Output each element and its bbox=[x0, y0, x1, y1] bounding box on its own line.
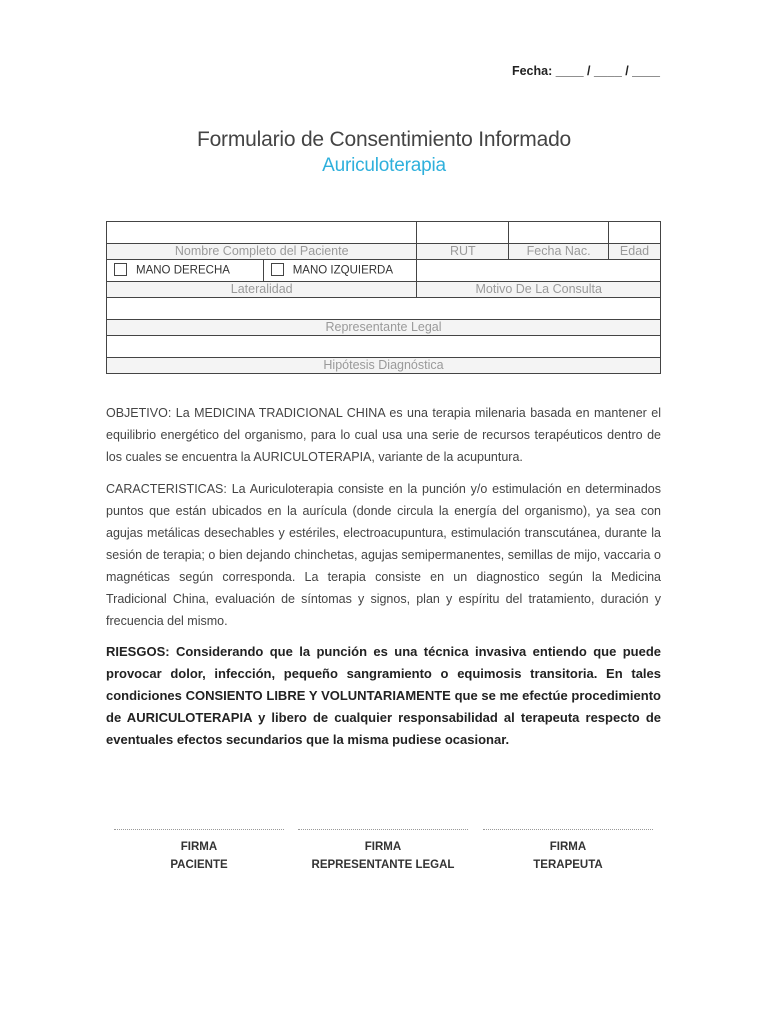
right-hand-option[interactable] bbox=[107, 260, 264, 282]
form-subtitle: Auriculoterapia bbox=[322, 155, 446, 176]
date-field[interactable]: Fecha: ____ / ____ / ____ bbox=[511, 64, 660, 78]
signature-line[interactable] bbox=[114, 829, 284, 830]
patient-name-label: Nombre Completo del Paciente bbox=[107, 244, 417, 260]
age-label: Edad bbox=[609, 244, 661, 260]
diagnosis-input[interactable] bbox=[107, 336, 661, 358]
signature-title: FIRMA bbox=[549, 841, 587, 853]
left-hand-option[interactable] bbox=[263, 260, 417, 282]
birth-date-label: Fecha Nac. bbox=[509, 244, 609, 260]
signature-patient[interactable] bbox=[114, 829, 284, 874]
age-input[interactable] bbox=[609, 222, 661, 244]
risks-paragraph: RIESGOS: Considerando que la punción es una técnica invasiva entiendo que puede provocar dolor, infección, pequeño sangramiento o equimosis transitoria. En tales condiciones CONSIENTO LIBRE Y VOLUNTARIAMENTE que se me efectúe procedimiento de AURICULOTERAPIA y libero de cualquier responsabilidad al terapeuta respecto de eventuales efectos secundarios que la misma pudiese ocasionar. bbox=[106, 644, 661, 747]
form-title: Formulario de Consentimiento Informado bbox=[196, 128, 572, 151]
objective-paragraph: OBJETIVO: La MEDICINA TRADICIONAL CHINA es una terapia milenaria basada en mantener el equilibrio energético del organismo, para lo cual usa una serie de recursos terapéuticos dentro de los cuales se encuentra la AURICULOTERAPIA, variante de la acupuntura. bbox=[106, 406, 661, 464]
right-hand-label: MANO DERECHA bbox=[136, 264, 230, 277]
diagnosis-label: Hipótesis Diagnóstica bbox=[107, 358, 661, 374]
rut-input[interactable] bbox=[417, 222, 509, 244]
left-hand-label: MANO IZQUIERDA bbox=[292, 264, 394, 277]
signature-title: FIRMA bbox=[364, 841, 402, 853]
consult-reason-label: Motivo De La Consulta bbox=[417, 282, 661, 298]
signature-role: TERAPEUTA bbox=[533, 859, 603, 871]
signature-role: REPRESENTANTE LEGAL bbox=[311, 859, 455, 871]
signature-title: FIRMA bbox=[180, 841, 218, 853]
right-hand-checkbox[interactable] bbox=[114, 263, 127, 276]
consult-reason-input[interactable] bbox=[417, 260, 661, 282]
rut-label: RUT bbox=[417, 244, 509, 260]
legal-rep-label: Representante Legal bbox=[107, 320, 661, 336]
signature-line[interactable] bbox=[298, 829, 468, 830]
signature-line[interactable] bbox=[483, 829, 653, 830]
legal-rep-input[interactable] bbox=[107, 298, 661, 320]
laterality-label: Lateralidad bbox=[107, 282, 417, 298]
patient-name-input[interactable] bbox=[107, 222, 417, 244]
signature-therapist[interactable] bbox=[483, 829, 653, 874]
characteristics-paragraph: CARACTERISTICAS: La Auriculoterapia consiste en la punción y/o estimulación en determinados puntos que están ubicados en la aurícula (donde circula la energía del organismo), ya sea con agujas metálicas desechables y estériles, electroacupuntura, estimulación transcutánea, durante la sesión de terapia; o bien dejando chinchetas, agujas semipermanentes, semillas de mijo, vaccaria o magnéticas según corresponda. La terapia consiste en un diagnostico según la Medicina Tradicional China, evaluación de síntomas y signos, plan y espíritu del tratamiento, duración y frecuencia del mismo. bbox=[106, 482, 661, 628]
patient-info-table bbox=[106, 221, 661, 374]
signature-legal-representative[interactable] bbox=[298, 829, 468, 874]
left-hand-checkbox[interactable] bbox=[271, 263, 284, 276]
birth-date-input[interactable] bbox=[509, 222, 609, 244]
signature-role: PACIENTE bbox=[170, 859, 228, 871]
